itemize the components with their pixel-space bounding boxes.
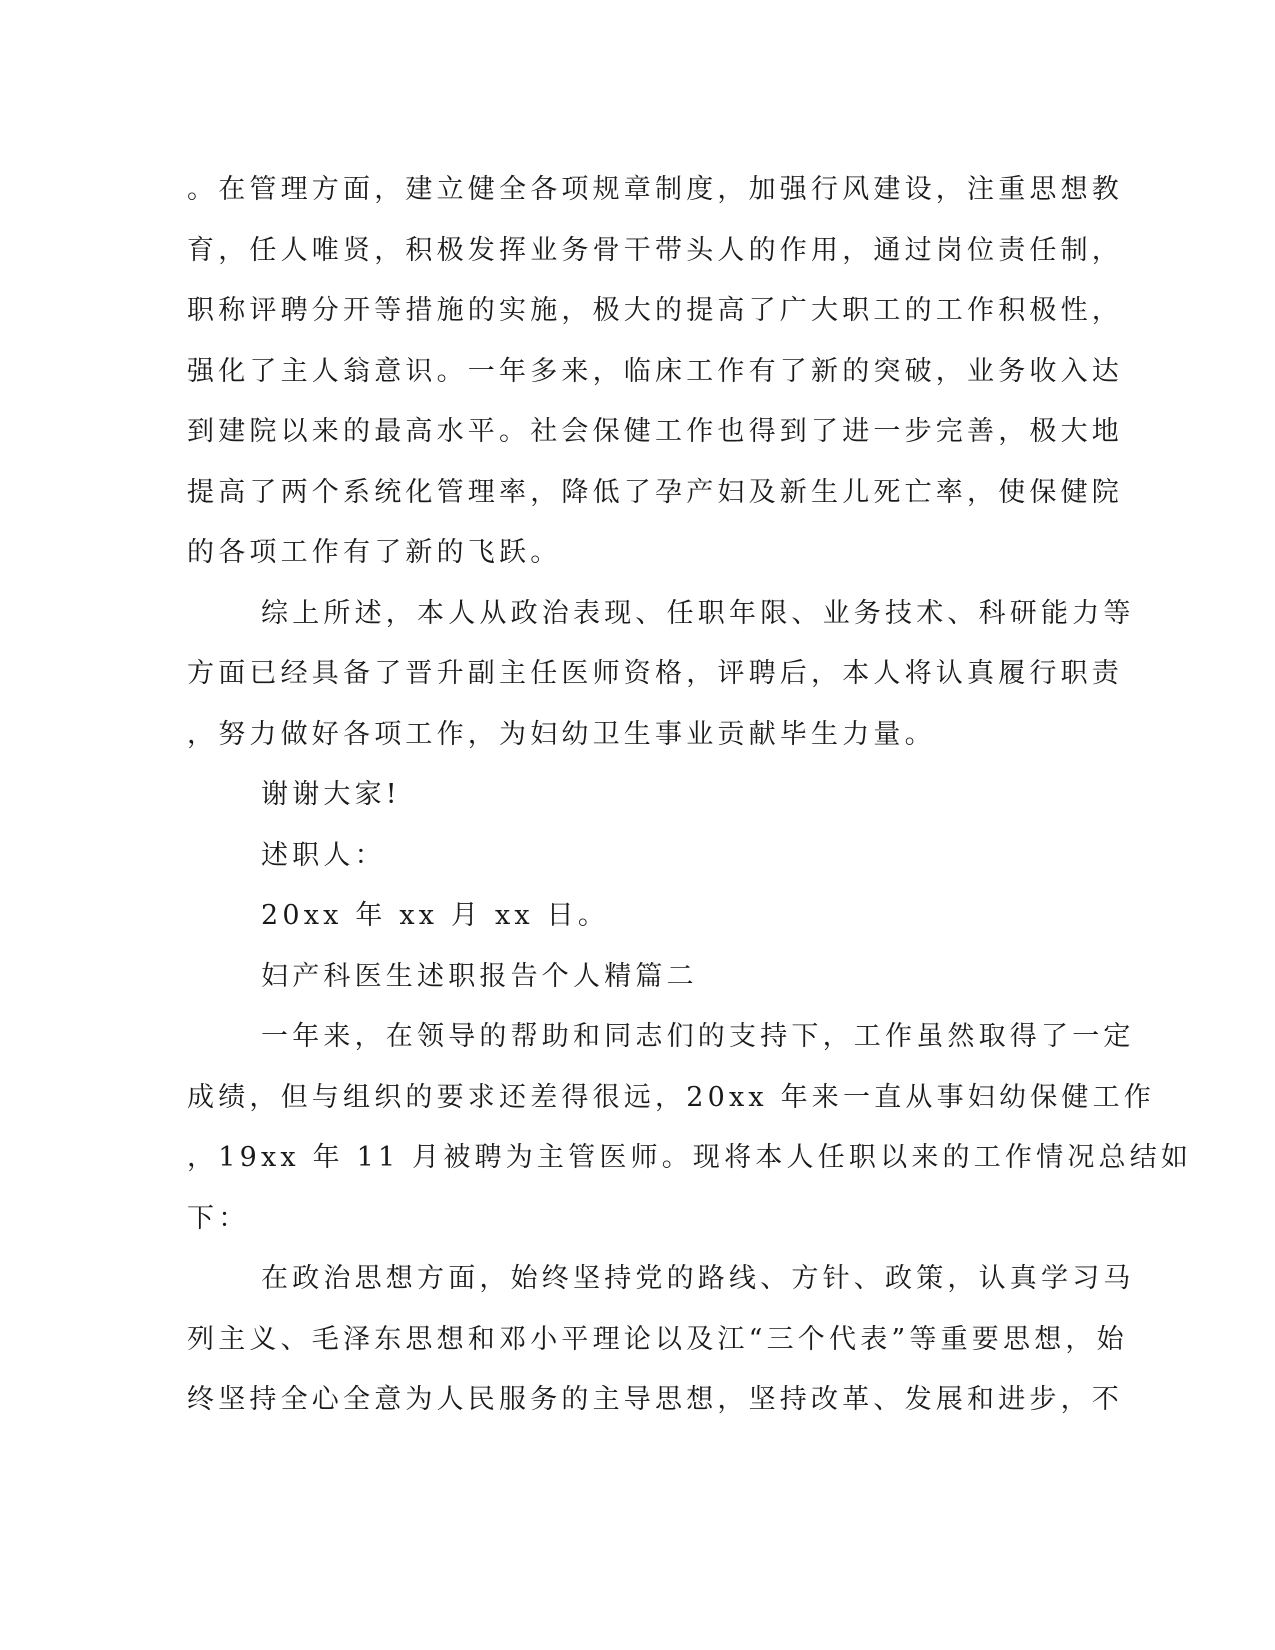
- body-text: [187, 160, 1193, 1431]
- text-line: 育，任人唯贤，积极发挥业务骨干带头人的作用，通过岗位责任制，: [187, 234, 1123, 266]
- text-line: 方面已经具备了晋升副主任医师资格，评聘后，本人将认真履行职责: [187, 658, 1123, 689]
- text-line: 在政治思想方面，始终坚持党的路线、方针、政策，认真学习马: [261, 1263, 1135, 1294]
- text-line: 终坚持全心全意为人民服务的主导思想，坚持改革、发展和进步，不: [187, 1384, 1123, 1415]
- text-line: ，19xx 年 11 月被聘为主管医师。现将本人任职以来的工作情况总结如: [187, 1142, 1193, 1173]
- text-line: 妇产科医生述职报告个人精篇二: [261, 960, 698, 992]
- text-line: 提高了两个系统化管理率，降低了孕产妇及新生儿死亡率，使保健院: [187, 476, 1123, 508]
- text-line: 下：: [187, 1202, 250, 1234]
- text-line: 成绩，但与组织的要求还差得很远，20xx 年来一直从事妇幼保健工作: [187, 1081, 1155, 1113]
- text-line: 列主义、毛泽东思想和邓小平理论以及江“三个代表”等重要思想，始: [187, 1323, 1128, 1355]
- text-line: 强化了主人翁意识。一年多来，临床工作有了新的突破，业务收入达: [187, 355, 1123, 387]
- text-line: 综上所述，本人从政治表现、任职年限、业务技术、科研能力等: [261, 597, 1135, 629]
- text-line: 述职人：: [261, 839, 386, 871]
- text-line: 到建院以来的最高水平。社会保健工作也得到了进一步完善，极大地: [187, 416, 1123, 447]
- text-line: 20xx 年 xx 月 xx 日。: [261, 900, 610, 931]
- text-line: 的各项工作有了新的飞跃。: [187, 537, 562, 568]
- text-line: 。在管理方面，建立健全各项规章制度，加强行风建设，注重思想教: [187, 174, 1123, 205]
- text-line: 谢谢大家!: [261, 779, 401, 810]
- text-line: 一年来，在领导的帮助和同志们的支持下，工作虽然取得了一定: [261, 1021, 1135, 1052]
- text-line: 职称评聘分开等措施的实施，极大的提高了广大职工的工作积极性，: [187, 295, 1123, 326]
- text-line: ，努力做好各项工作，为妇幼卫生事业贡献毕生力量。: [187, 718, 936, 750]
